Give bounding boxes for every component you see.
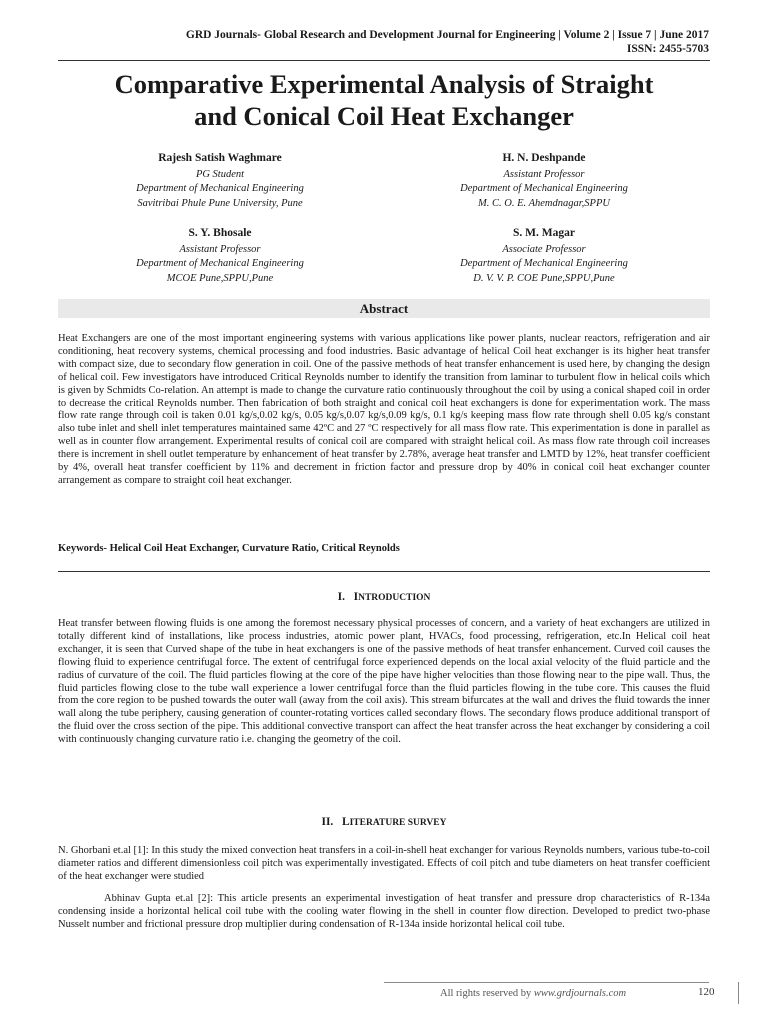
issn: ISSN: 2455-5703: [626, 43, 709, 55]
literature-paragraph: N. Ghorbani et.al [1]: In this study the mixed convection heat transfers in a coil-in-shell heat exchanger for various Reynolds numbers, various tube-to-coil diameter ratios and different dimensionless coil pitch was experimentally investigated. Effects of coil pitch and tube diameters on heat transfer coefficient of the heat exchanger were studied: [58, 845, 710, 882]
author-role: Associate Professor: [502, 243, 586, 255]
author-role: Assistant Professor: [503, 168, 585, 180]
section-heading-literature-survey: [58, 816, 710, 828]
author-department: Department of Mechanical Engineering: [460, 183, 628, 194]
title-line-1: Comparative Experimental Analysis of Straight: [114, 69, 654, 99]
author-institution: Savitribai Phule Pune University, Pune: [137, 197, 303, 209]
header-rule: [58, 60, 710, 61]
author-name: Rajesh Satish Waghmare: [158, 152, 282, 164]
author-institution: M. C. O. E. Ahemdnagar,SPPU: [478, 197, 610, 209]
author-name: S. Y. Bhosale: [188, 227, 252, 239]
page-number: 120: [698, 986, 715, 998]
section-number: I.: [337, 591, 345, 603]
footer-site-link[interactable]: www.grdjournals.com: [533, 988, 627, 999]
author-role: Assistant Professor: [179, 243, 261, 255]
section-initial: I: [353, 591, 359, 603]
section-title-rest: ITERATURE SURVEY: [349, 818, 447, 828]
title-line-2: and Conical Coil Heat Exchanger: [194, 101, 574, 131]
section-initial: L: [341, 816, 350, 828]
literature-paragraph: Abhinav Gupta et.al [2]: This article presents an experimental investigation of heat transfer and pressure drop characteristics of R-134a condensing inside a horizontal helical coil tube with the cooling water flowing in the shell in counter flow direction. Developed to predict two-phase Nusselt number and frictional pressure drop multiplier during condensation of R-134a inside horizontal helical coil tube.: [58, 893, 710, 930]
author-role: PG Student: [195, 168, 245, 180]
author-name: H. N. Deshpande: [502, 152, 586, 164]
abstract-heading: Abstract: [58, 299, 710, 318]
paper-title: [40, 68, 728, 132]
author-department: Department of Mechanical Engineering: [460, 258, 628, 269]
keywords: Keywords- Helical Coil Heat Exchanger, Curvature Ratio, Critical Reynolds: [58, 543, 400, 554]
author-name: S. M. Magar: [513, 227, 575, 239]
author-institution: D. V. V. P. COE Pune,SPPU,Pune: [473, 272, 615, 284]
footer-divider: [738, 982, 739, 1004]
author-department: Department of Mechanical Engineering: [136, 183, 304, 194]
introduction-text: Heat transfer between flowing fluids is one among the foremost necessary physical processes of concern, and a variety of heat exchangers are utilized in totally different kind of installations, like process industries, atomic power plant, HVACs, food processing, refrigeration, etc.In Helical coil heat exchanger, it is seen that Curved shape of the tube in heat exchangers is one of the passive methods of heat transfer enhancement. Curved coil causes the flowing fluid to experience centrifugal force. The extent of centrifugal force experienced depends on the local axial velocity of the fluid particle and the radius of curvature of the coil. The fluid particles flowing at the core of the pipe have higher velocities than those flowing near to the pipe wall. Thus, the fluid particles flowing close to the tube wall experience a lower centrifugal force than the fluid particles flowing in the tube core. This causes the fluid from the core region to be pushed towards the outer wall (away from the coil axis). This stream bifurcates at the wall and drives the fluid towards the inner wall along the tube periphery, causing generation of counter-rotating vortices called secondary flows. The secondary flows produce additional transport of the fluid over the cross section of the pipe. This additional convective transport can affect the heat transfer across the heat exchanger by considering a coil with continuously changing curvature ratio i.e. changing the geometry of the coil.: [58, 618, 710, 746]
author-block: [70, 151, 370, 211]
footer-rule: [384, 982, 709, 983]
author-department: Department of Mechanical Engineering: [136, 258, 304, 269]
abstract-text: Heat Exchangers are one of the most important engineering systems with various applications like power plants, nuclear reactors, refrigeration and air conditioning, heat recovery systems, chemical processing and food industries. Basic advantage of helical Coil heat exchanger is its higher heat transfer with compact size, due to secondary flow generation in coil. One of the passive methods of heat transfer enhancement is used here, by changing the design of helical coil. Few investigators have introduced Critical Reynolds number to identify the transition from laminar to turbulent flow in helical coils which is given by Schmidts Co-relation. An attempt is made to change the curvature ratio continuously throughout the coil by using a conical shaped coil in order to decrease the critical Reynolds number. Then fabrication of both straight and conical coil heat exchangers is done for experimentation work. The mass flow rate range through coil is taken 0.01 kg/s,0.02 kg/s, 0.05 kg/s,0.07 kg/s,0.09 kg/s, 0.1 kg/s keeping mass flow rate through shell 0.05 kg/s constant also tube inlet and shell inlet temperatures maintained same 42ºC and 27 ºC respectively for all mass flow rate. This experimentation is done in parallel as well as in counter flow arrangement. Experimental results of conical coil are compared with straight helical coil. As mass flow rate through coil increases there is increment in shell outlet temperature by enhancement of heat transfer by 2.78%, average heat transfer and LMTD by 12%, heat transfer coefficient by 4%, overall heat transfer coefficient by 11% and decrement in friction factor and pressure drop by 40% in conical coil heat exchanger counter arrangement as compare to straight coil heat exchanger.: [58, 333, 710, 486]
author-block: [70, 226, 370, 286]
author-institution: MCOE Pune,SPPU,Pune: [166, 272, 274, 284]
section-title-rest: NTRODUCTION: [358, 593, 431, 603]
author-block: [394, 226, 694, 286]
section-heading-introduction: [58, 591, 710, 603]
journal-header: [186, 28, 709, 56]
footer-rights: [440, 988, 626, 999]
section-number: II.: [321, 816, 334, 828]
journal-line: GRD Journals- Global Research and Development Journal for Engineering | Volume 2 | Issue 7 | June 2017: [185, 29, 709, 41]
author-block: [394, 151, 694, 211]
section-rule: [58, 571, 710, 572]
footer-rights-text: All rights reserved by: [440, 988, 534, 999]
